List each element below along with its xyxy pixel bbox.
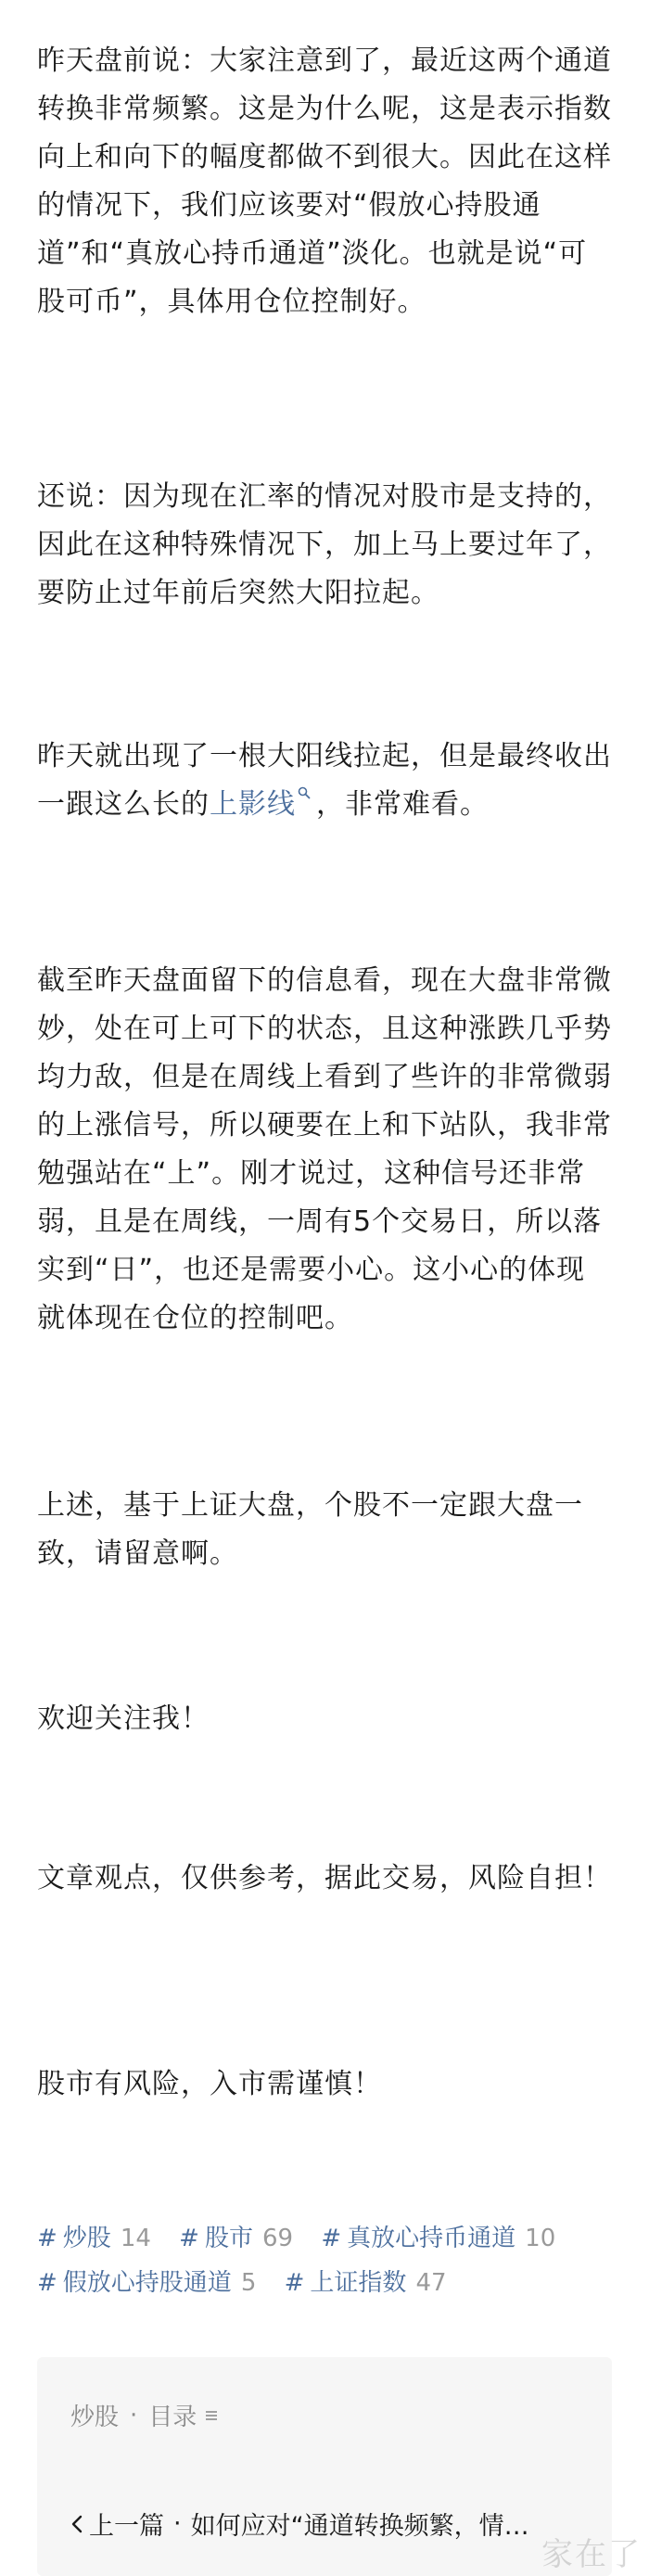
keyword-link-label: 上影线	[210, 788, 296, 821]
tag-label: 上证指数	[310, 2269, 407, 2297]
previous-article-label: 上一篇	[89, 2512, 164, 2541]
tag-chaogu[interactable]	[37, 2216, 151, 2261]
separator-dot: ·	[173, 2509, 182, 2538]
hashtag-icon: #	[179, 2225, 199, 2252]
tag-gushi[interactable]	[179, 2216, 293, 2261]
hashtag-icon: #	[37, 2269, 57, 2297]
paragraph-1: 昨天盘前说：大家注意到了，最近这两个通道转换非常频繁。这是为什么呢，这是表示指数向上和向下的幅度都做不到很大。因此在这样的情况下，我们应该要对“假放心持股通道”和“真放心持币通道”淡化。也就是说“可股可币”，具体用仓位控制好。	[37, 45, 612, 318]
tag-label: 假放心持股通道	[62, 2269, 232, 2297]
previous-article-link[interactable]	[70, 2506, 529, 2542]
paragraph-8: 股市有风险，入市需谨慎！	[37, 2068, 382, 2100]
paragraph-6: 欢迎关注我！	[37, 1702, 210, 1735]
paragraph-3-text-after: ，非常难看。	[316, 788, 489, 821]
collection-header[interactable]	[70, 2398, 219, 2432]
paragraph-2: 还说：因为现在汇率的情况对股市是支持的，因此在这种特殊情况下，加上马上要过年了，要防止过年前后突然大阳拉起。	[37, 480, 612, 609]
tag-shangzheng-zhishu[interactable]	[285, 2261, 447, 2305]
tag-jia-fangxin-chigu[interactable]	[37, 2261, 256, 2305]
site-watermark: 家在了	[541, 2536, 642, 2573]
paragraph-5: 上述，基于上证大盘，个股不一定跟大盘一致，请留意啊。	[37, 1489, 583, 1570]
paragraph-3-text-before: 昨天就出现了一根大阳线拉起，但是最终收出一跟这么长的	[37, 740, 612, 821]
collection-card	[37, 2357, 612, 2576]
list-icon	[204, 2409, 219, 2422]
collection-name: 炒股	[70, 2404, 120, 2431]
paragraph-3	[37, 733, 612, 829]
paragraph-4: 截至昨天盘面留下的信息看，现在大盘非常微妙，处在可上可下的状态，且这种涨跌几乎势均力敌，但是在周线上看到了些许的非常微弱的上涨信号，所以硬要在上和下站队，我非常勉强站在“上”。刚才说过，这种信号还非常弱，且是在周线，一周有5个交易日，所以落实到“日”，也还是需要小心。这小心的体现就体现在仓位的控制吧。	[37, 964, 612, 1334]
tag-label: 股市	[204, 2225, 253, 2252]
tag-list	[37, 2216, 621, 2305]
tag-count: 47	[415, 2269, 447, 2297]
paragraph-7: 文章观点，仅供参考，据此交易，风险自担！	[37, 1862, 612, 1894]
tag-count: 14	[120, 2225, 151, 2252]
tag-count: 69	[261, 2225, 294, 2252]
tag-count: 10	[525, 2225, 556, 2252]
search-icon	[298, 786, 311, 799]
keyword-link-upper-shadow[interactable]	[210, 788, 316, 821]
tag-zhen-fangxin-chibi[interactable]	[321, 2216, 555, 2261]
chevron-left-icon	[70, 2514, 83, 2534]
tag-label: 炒股	[62, 2225, 111, 2252]
tag-label: 真放心持币通道	[347, 2225, 516, 2252]
tag-count: 5	[240, 2269, 257, 2297]
hashtag-icon: #	[37, 2225, 57, 2252]
previous-article-title: 如何应对“通道转换频繁，情…	[190, 2512, 529, 2541]
separator-dot: ·	[130, 2401, 138, 2429]
hashtag-icon: #	[284, 2269, 305, 2297]
collection-directory-label: 目录	[148, 2404, 197, 2431]
hashtag-icon: #	[321, 2225, 342, 2252]
